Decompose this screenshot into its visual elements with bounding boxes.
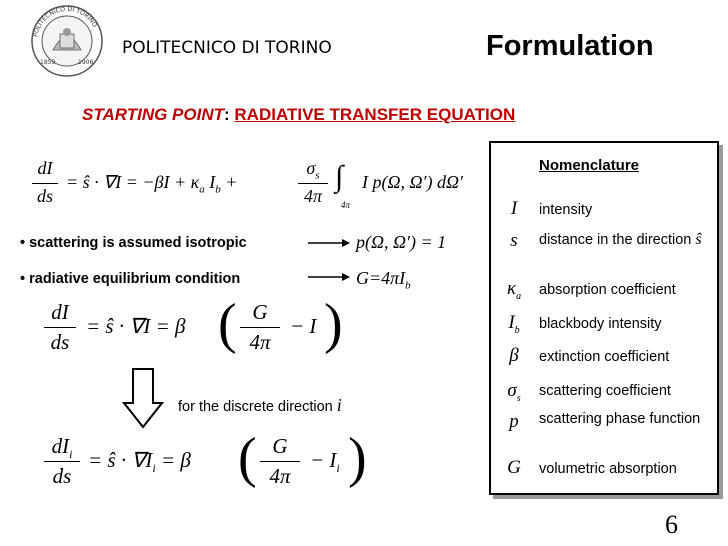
- subscript: b: [514, 324, 520, 336]
- left-paren: (: [238, 427, 257, 489]
- subscript: b: [215, 183, 221, 196]
- symbol-char: κ: [506, 278, 517, 299]
- simplified-equation: [42, 293, 362, 358]
- nomenclature-desc: scattering coefficient: [539, 383, 671, 399]
- rte-integrand: I p(Ω, Ω′) dΩ′: [362, 172, 463, 192]
- svg-text:1859: 1859: [40, 59, 56, 66]
- symbol-char: p: [509, 411, 519, 432]
- subscript: a: [199, 183, 205, 196]
- nomenclature-desc: absorption coefficient: [539, 282, 676, 298]
- nomenclature-desc: blackbody intensity: [539, 316, 662, 332]
- rte-lhs-denominator: ds: [36, 186, 53, 206]
- bullet-text: scattering is assumed isotropic: [29, 235, 247, 251]
- fraction-bar: [44, 327, 76, 328]
- right-paren: ): [348, 427, 367, 489]
- rte-rhs-part-a: [66, 172, 237, 196]
- subtitle-equation-name: RADIATIVE TRANSFER EQUATION: [234, 105, 516, 124]
- symbol-absorption: [499, 278, 529, 302]
- svg-text:POLITECNICO DI TORINO: POLITECNICO DI TORINO: [32, 5, 99, 38]
- discrete-rhs-a: = ŝ · ∇I: [88, 448, 153, 472]
- equals-sign: =: [66, 172, 79, 192]
- nomenclature-desc: [539, 231, 715, 249]
- simplified-lhs-denominator: ds: [50, 330, 70, 354]
- discrete-frac-denominator: 4π: [269, 464, 291, 488]
- section-subtitle: [82, 105, 515, 125]
- dI: dI: [51, 434, 70, 458]
- bullet-equilibrium: [20, 271, 240, 287]
- integral-sign: ∫: [335, 160, 344, 193]
- svg-text:1906: 1906: [78, 59, 94, 66]
- nomenclature-desc: extinction coefficient: [539, 349, 670, 365]
- discrete-tail: [310, 448, 340, 476]
- integral-lower-limit: 4π: [341, 200, 351, 210]
- discrete-equation: [42, 427, 382, 496]
- nomenclature-title: Nomenclature: [539, 157, 640, 174]
- symbol-extinction: [499, 345, 529, 367]
- subtitle-separator: :: [224, 105, 230, 124]
- subtitle-label: STARTING POINT: [82, 105, 224, 124]
- nomenclature-desc: scattering phase function: [539, 411, 701, 427]
- subscript: i: [69, 447, 73, 462]
- subscript: i: [336, 461, 340, 476]
- simplified-lhs-numerator: dI: [51, 300, 69, 324]
- discrete-frac-numerator: G: [272, 434, 288, 458]
- institution-seal-logo: [30, 4, 104, 78]
- rte-ib: I: [209, 172, 216, 192]
- bullet-arrows: [306, 233, 352, 285]
- simplified-rhs: = ŝ · ∇I = β: [86, 314, 186, 338]
- nomenclature-desc: intensity: [539, 202, 593, 218]
- fraction-bar: [32, 183, 58, 184]
- fraction-bar: [298, 183, 328, 184]
- nomenclature-desc: volumetric absorption: [539, 461, 677, 477]
- isotropic-equation: p(Ω, Ω′) = 1: [356, 232, 447, 252]
- simplified-tail: − I: [290, 314, 317, 338]
- symbol-scattering: [499, 380, 529, 404]
- symbol-phase: [499, 411, 529, 433]
- rte-lhs-numerator: dI: [37, 158, 53, 178]
- symbol-distance: [499, 230, 529, 252]
- rte-frac-denominator: 4π: [303, 186, 323, 206]
- symbol-char: s: [510, 230, 518, 251]
- symbol-char: I: [508, 312, 515, 333]
- institution-name: POLITECNICO DI TORINO: [122, 38, 332, 58]
- symbol-char: I: [510, 198, 518, 219]
- bullet-marker: •: [20, 271, 26, 287]
- slide-title: Formulation: [486, 30, 654, 62]
- discrete-lhs-numerator: [42, 434, 82, 462]
- sigma: σ: [306, 158, 316, 178]
- discrete-rhs-b: = β: [160, 448, 191, 472]
- symbol-char: σ: [507, 380, 517, 401]
- note-symbol: i: [336, 395, 342, 415]
- discrete-direction-note: [178, 395, 342, 416]
- fraction-bar: [44, 461, 80, 462]
- s-hat-symbol: ŝ: [695, 231, 702, 248]
- symbol-char: G: [507, 457, 521, 478]
- page-number: 6: [665, 510, 678, 539]
- discrete-rhs: [88, 448, 191, 476]
- right-paren: ): [324, 293, 343, 355]
- discrete-lhs-denominator: ds: [52, 464, 72, 488]
- equilibrium-equation: [356, 268, 411, 292]
- simplified-frac-numerator: G: [252, 300, 268, 324]
- rte-frac-numerator: [298, 158, 328, 182]
- down-arrow-icon: [122, 367, 164, 429]
- discrete-tail-i: − I: [310, 448, 337, 472]
- simplified-frac-denominator: 4π: [249, 330, 271, 354]
- nomenclature-panel: [489, 141, 719, 495]
- plus-sign: +: [225, 172, 238, 192]
- subscript: s: [315, 169, 320, 182]
- symbol-volumetric: [499, 457, 529, 479]
- symbol-intensity: [499, 198, 529, 220]
- fraction-bar: [240, 327, 280, 328]
- bullet-isotropic: [20, 235, 247, 251]
- left-paren: (: [218, 293, 237, 355]
- subscript: i: [152, 461, 156, 476]
- bullet-text: radiative equilibrium condition: [29, 271, 241, 287]
- equilibrium-main: G=4πI: [356, 268, 406, 288]
- subscript: a: [516, 290, 522, 302]
- subscript: s: [516, 392, 521, 404]
- symbol-char: β: [509, 345, 519, 366]
- note-text: for the discrete direction: [178, 399, 333, 415]
- bullet-marker: •: [20, 235, 26, 251]
- symbol-blackbody: [499, 312, 529, 336]
- subscript: b: [405, 279, 411, 292]
- fraction-bar: [260, 461, 300, 462]
- rte-rhs-terms: ŝ · ∇I = −βI + κ: [82, 172, 200, 192]
- desc-text: distance in the direction: [539, 232, 692, 248]
- rte-equation: [30, 158, 470, 214]
